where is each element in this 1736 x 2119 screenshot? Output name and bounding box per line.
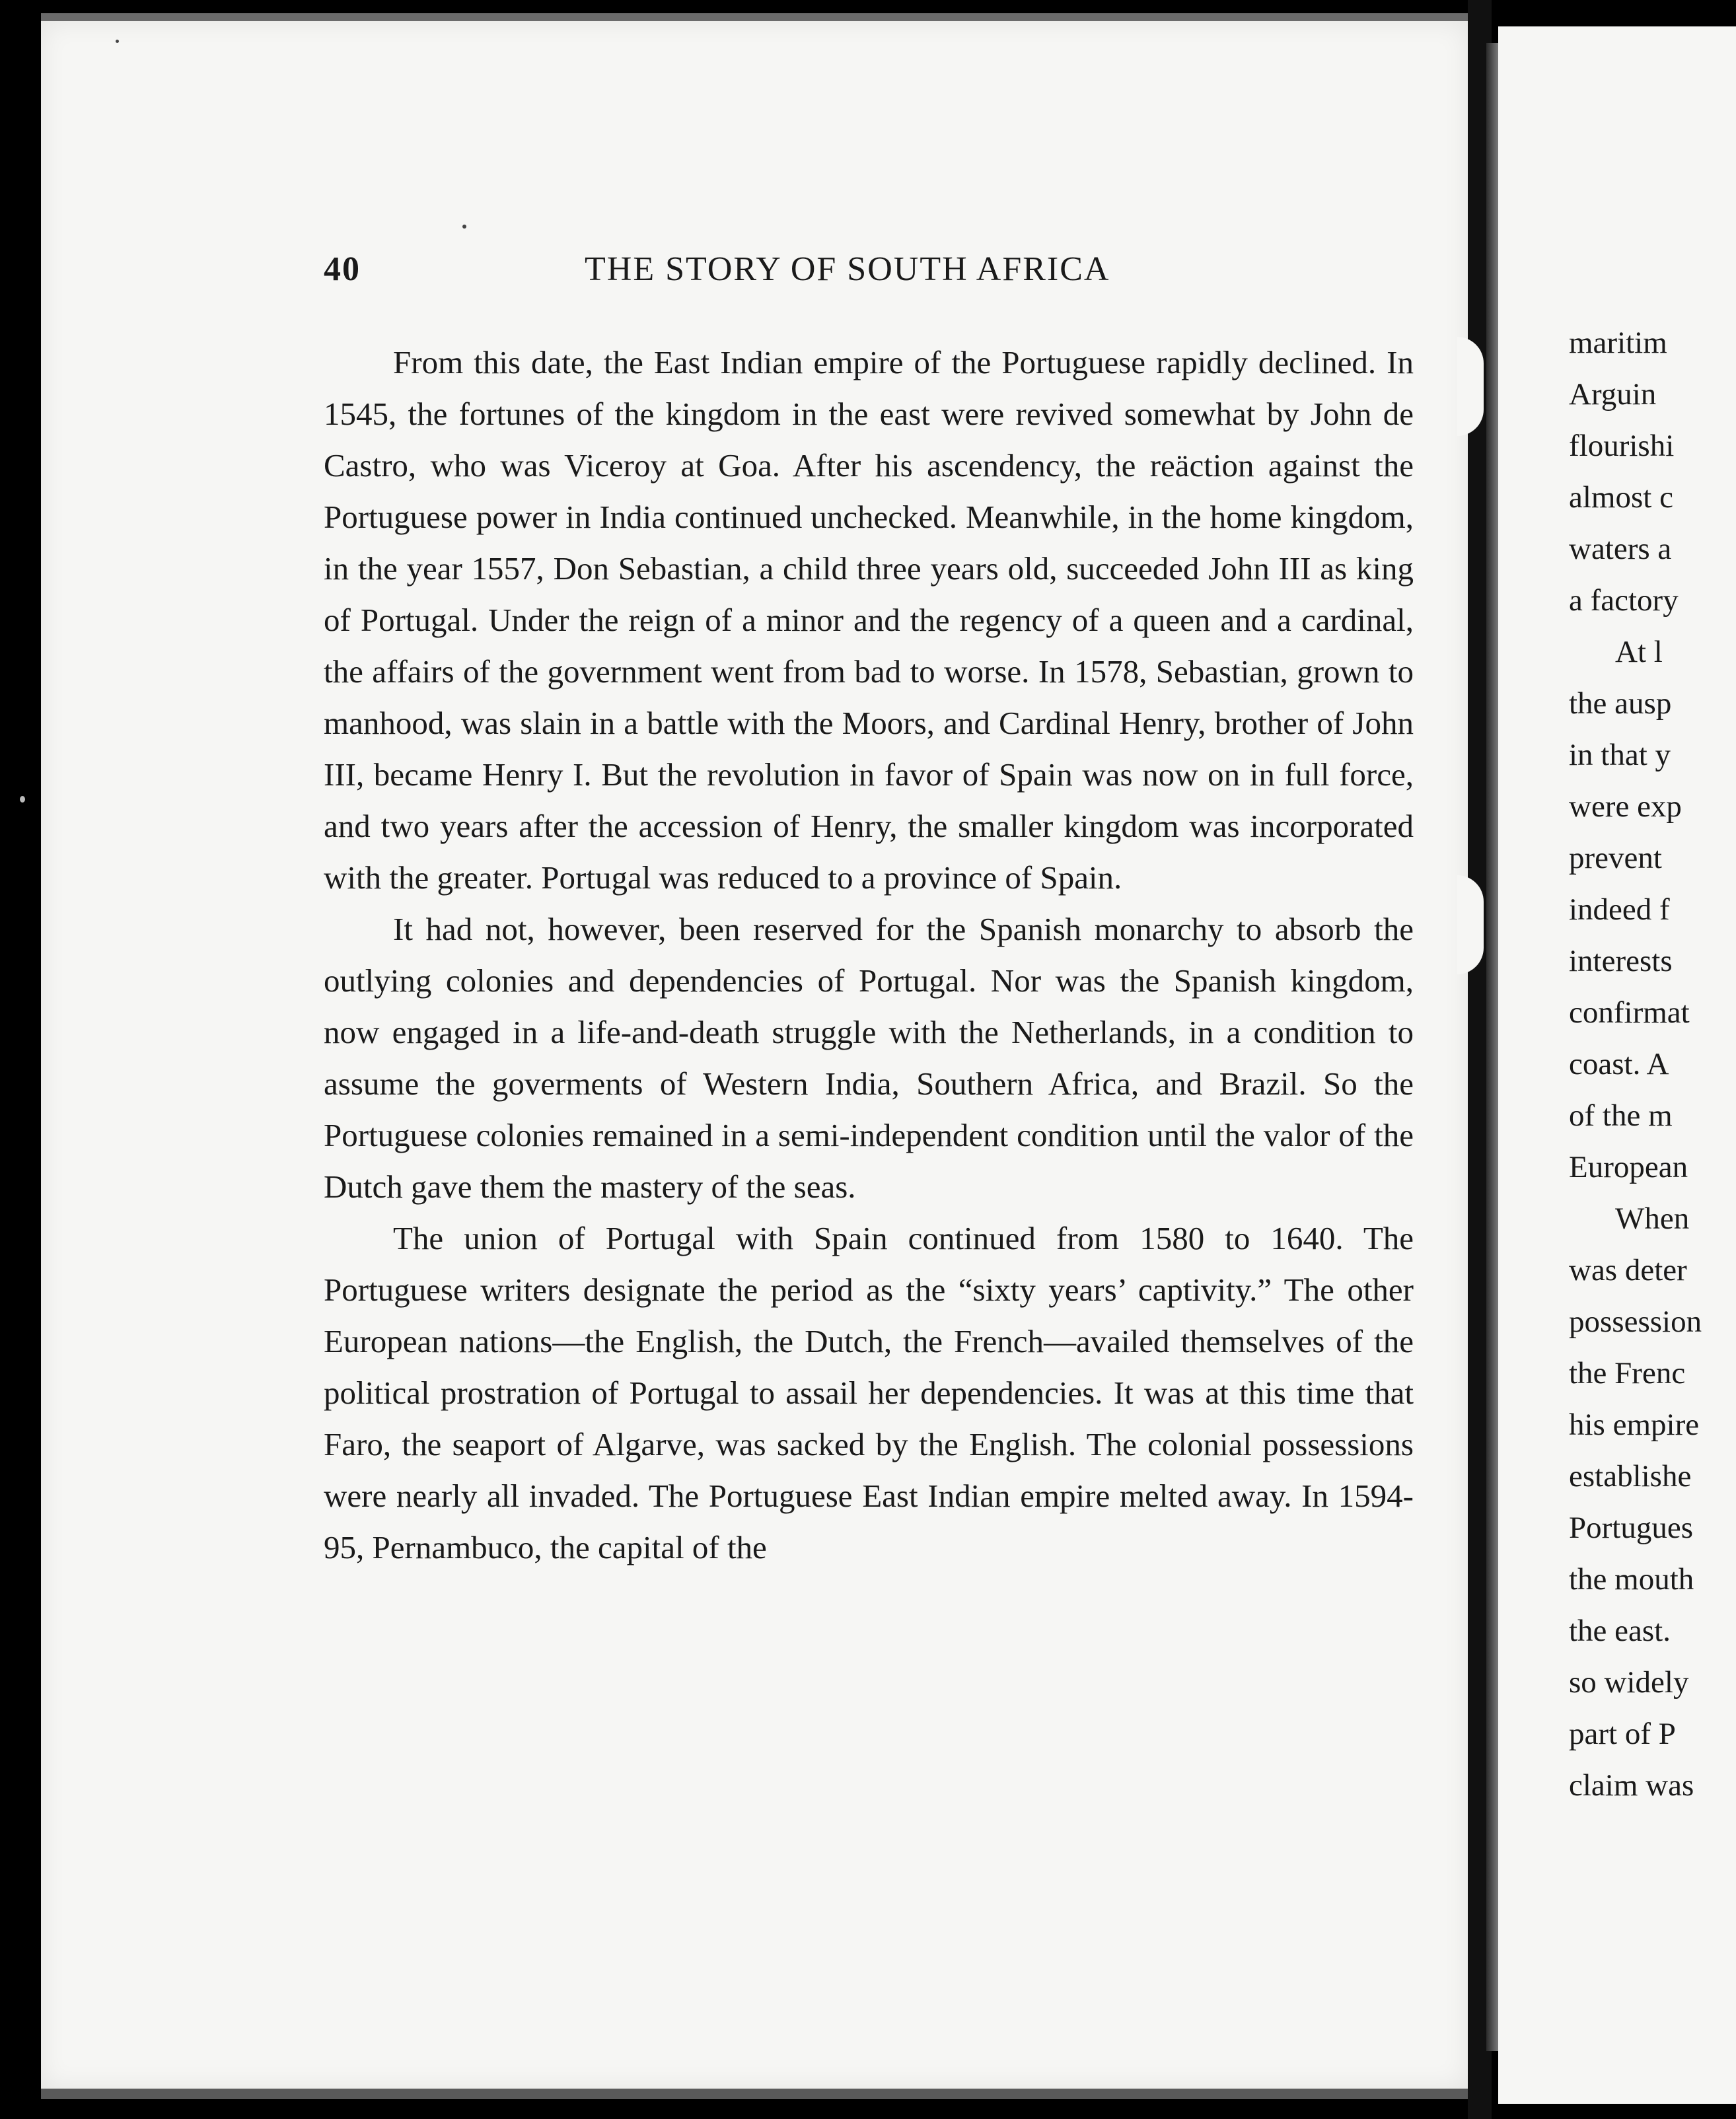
running-title: THE STORY OF SOUTH AFRICA: [585, 250, 1110, 288]
paragraph: It had not, however, been reserved for the Spanish monarchy to absorb the outlying colonies and dependencies of Portugal. Nor was the Spanish kingdom, now engaged in a life-and-death struggle with the Netherlands, in a condition to assume the goverments of Western India, Southern Africa, and Brazil. So the Portuguese colonies remained in a semi-independent condition until the valor of the Dutch gave them the mastery of the seas.: [324, 911, 1414, 1205]
facing-line: When: [1615, 1202, 1690, 1236]
dust-speck: [20, 796, 25, 803]
dust-speck: [116, 40, 119, 43]
facing-line: establishe: [1569, 1459, 1692, 1493]
facing-line: Portugues: [1569, 1511, 1693, 1545]
dust-speck: [462, 225, 466, 229]
facing-line: his empire: [1569, 1408, 1700, 1442]
page-number: 40: [324, 250, 361, 288]
facing-line: the ausp: [1569, 686, 1672, 721]
facing-line: were exp: [1569, 789, 1682, 824]
facing-line: Arguin: [1569, 377, 1657, 412]
paragraph: The union of Portugal with Spain continued from 1580 to 1640. The Portuguese writers designate the period as the “sixty years’ captivity.” The other European nations—the English, the Dutch, the French—availed themselves of the political prostration of Portugal to assail her dependencies. It was at this time that Faro, the seaport of Algarve, was sacked by the English. The colonial possessions were nearly all invaded. The Portuguese East Indian empire melted away. In 1594-95, Pernambuco, the capital of the: [324, 1220, 1414, 1565]
facing-page-text: [1569, 317, 1736, 1811]
facing-line: coast. A: [1569, 1047, 1669, 1081]
facing-line: part of P: [1569, 1717, 1676, 1751]
facing-line: prevent: [1569, 841, 1662, 875]
facing-line: possession: [1569, 1305, 1702, 1339]
page-header: [324, 250, 1420, 289]
facing-line: so widely: [1569, 1665, 1689, 1700]
facing-line: almost c: [1569, 480, 1673, 515]
facing-line: the mouth: [1569, 1562, 1694, 1597]
body-text: [324, 337, 1414, 1573]
gutter-notch: [1457, 337, 1484, 436]
facing-line: flourishi: [1569, 429, 1675, 463]
facing-line: waters a: [1569, 532, 1672, 566]
facing-line: interests: [1569, 944, 1673, 978]
facing-line: claim was: [1569, 1768, 1694, 1803]
gutter-shadow: [1486, 43, 1498, 2051]
paragraph: From this date, the East Indian empire of the Portuguese rapidly declined. In 1545, the fortunes of the kingdom in the east were revived somewhat by John de Castro, who was Viceroy at Goa. After his ascendency, the reäction against the Portuguese power in India continued unchecked. Meanwhile, in the home kingdom, in the year 1557, Don Sebastian, a child three years old, succeeded John III as king of Portugal. Under the reign of a minor and the regency of a queen and a cardinal, the affairs of the government went from bad to worse. In 1578, Sebastian, grown to manhood, was slain in a battle with the Moors, and Cardinal Henry, brother of John III, became Henry I. But the revolution in favor of Spain was now on in full force, and two years after the accession of Henry, the smaller kingdom was incorporated with the greater. Portugal was reduced to a province of Spain.: [324, 344, 1414, 896]
facing-line: At l: [1615, 635, 1663, 669]
facing-line: the Frenc: [1569, 1356, 1686, 1390]
facing-line: in that y: [1569, 738, 1671, 772]
facing-line: a factory: [1569, 583, 1679, 618]
facing-line: maritim: [1569, 326, 1667, 360]
facing-line: European: [1569, 1150, 1688, 1184]
facing-line: was deter: [1569, 1253, 1687, 1287]
facing-line: of the m: [1569, 1098, 1673, 1133]
facing-line: the east.: [1569, 1614, 1671, 1648]
gutter-notch: [1457, 875, 1484, 974]
facing-line: indeed f: [1569, 892, 1670, 927]
page-bottom-edge: [41, 2089, 1468, 2099]
facing-line: confirmat: [1569, 995, 1690, 1030]
